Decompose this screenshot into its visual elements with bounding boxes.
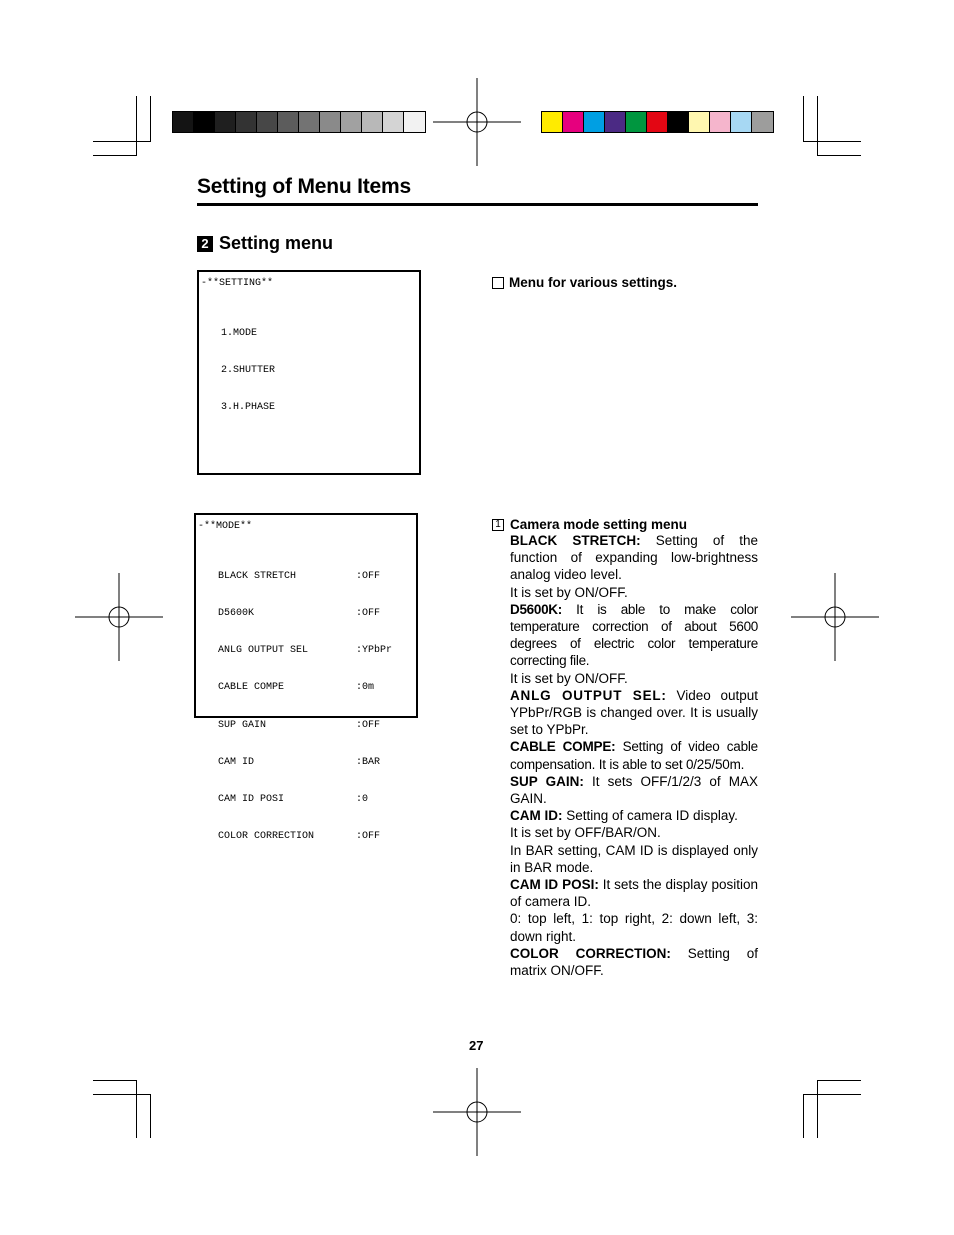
menu-row — [218, 608, 392, 620]
calibration-swatch — [689, 112, 710, 132]
color-correction-desc — [510, 945, 758, 979]
menu-key: CABLE COMPE — [218, 682, 285, 694]
color-calibration-bar — [541, 111, 774, 133]
anlg-output-text: Video output YPbPr/RGB is changed over. It is usually set to YPbPr. — [510, 687, 758, 738]
camera-mode-title: Camera mode setting menu — [510, 517, 688, 532]
page-number: 27 — [469, 1038, 484, 1053]
cam-id-set: It is set by OFF/BAR/ON. — [510, 825, 661, 841]
cam-id-desc — [510, 807, 758, 824]
page-title: Setting of Menu Items — [197, 175, 411, 198]
calibration-swatch — [710, 112, 731, 132]
menu-key: SUP GAIN — [218, 719, 267, 731]
note-text: Menu for various settings. — [509, 275, 678, 290]
menu-value: :OFF — [356, 570, 381, 582]
black-stretch-label: BLACK STRETCH: — [510, 533, 641, 548]
calibration-swatch — [194, 112, 215, 132]
d5600k-text: It is able to make color temperature correction of about 5600 degrees of electric color temperature correcting file. — [510, 601, 758, 669]
calibration-swatch — [626, 112, 647, 132]
setting-menu-screen — [197, 270, 421, 475]
screen-header: -**SETTING** — [201, 278, 274, 289]
calibration-swatch — [257, 112, 278, 132]
mode-menu-screen — [194, 513, 418, 843]
menu-row — [218, 831, 392, 843]
d5600k-label: D5600K: — [510, 601, 562, 617]
menu-item-shutter: 2.SHUTTER — [221, 365, 276, 377]
note-box-icon — [492, 277, 504, 289]
anlg-output-desc — [510, 687, 758, 739]
cable-compe-desc — [510, 738, 758, 772]
menu-value: :OFF — [356, 719, 381, 731]
menu-row — [218, 682, 392, 694]
menu-row — [218, 757, 392, 769]
section-heading — [197, 233, 333, 254]
color-correction-label: COLOR CORRECTION: — [510, 945, 671, 961]
grayscale-calibration-bar — [172, 111, 426, 133]
calibration-swatch — [320, 112, 341, 132]
menu-row — [218, 720, 392, 732]
menu-item-mode: 1.MODE — [221, 327, 258, 339]
sup-gain-desc — [510, 773, 758, 807]
setting-menu-note — [492, 275, 677, 290]
menu-key: COLOR CORRECTION — [218, 831, 315, 843]
cam-id-posi-values: 0: top left, 1: top right, 2: down left, 3: down right. — [510, 911, 758, 944]
calibration-swatch — [341, 112, 362, 132]
camera-mode-description — [492, 517, 758, 979]
registration-mark-left — [75, 573, 163, 661]
black-stretch-text: Setting of the function of expanding low-brightness analog video level. — [510, 533, 758, 583]
menu-value: :0m — [356, 682, 375, 694]
calibration-swatch — [362, 112, 383, 132]
calibration-swatch — [752, 112, 773, 132]
calibration-swatch — [647, 112, 668, 132]
camera-mode-heading — [492, 517, 758, 532]
screen-header: -**MODE** — [198, 521, 253, 532]
sup-gain-label: SUP GAIN: — [510, 773, 584, 789]
calibration-swatch — [299, 112, 320, 132]
menu-value: :OFF — [356, 831, 381, 843]
calibration-swatch — [404, 112, 425, 132]
menu-value: :BAR — [356, 756, 381, 768]
menu-key: BLACK STRETCH — [218, 570, 297, 582]
menu-key: D5600K — [218, 608, 255, 620]
calibration-swatch — [173, 112, 194, 132]
menu-row — [218, 571, 392, 583]
registration-mark-top — [433, 78, 521, 166]
sup-gain-text: It sets OFF/1/2/3 of MAX GAIN. — [510, 773, 759, 807]
black-stretch-desc — [510, 532, 758, 584]
calibration-swatch — [215, 112, 236, 132]
calibration-swatch — [605, 112, 626, 132]
menu-value: :0 — [356, 794, 369, 806]
d5600k-desc — [510, 601, 758, 670]
menu-item-h-phase: 3.H.PHASE — [221, 402, 276, 414]
menu-row — [218, 645, 392, 657]
cam-id-bar: In BAR setting, CAM ID is displayed only in BAR mode. — [510, 842, 758, 875]
calibration-swatch — [236, 112, 257, 132]
cable-compe-label: CABLE COMPE: — [510, 739, 616, 755]
calibration-swatch — [584, 112, 605, 132]
registration-mark-bottom — [433, 1068, 521, 1156]
section-number: 2 — [197, 236, 213, 252]
menu-key: ANLG OUTPUT SEL — [218, 645, 309, 657]
cam-id-posi-text: It sets the display position of camera ID. — [510, 877, 758, 910]
cable-compe-text: Setting of video cable compensation. It is able to set 0/25/50m. — [510, 739, 758, 772]
registration-mark-right — [791, 573, 879, 661]
menu-row — [218, 794, 392, 806]
cam-id-posi-desc — [510, 876, 758, 910]
color-correction-text: Setting of matrix ON/OFF. — [510, 945, 758, 979]
title-rule — [197, 203, 758, 206]
calibration-swatch — [563, 112, 584, 132]
anlg-output-label: ANLG OUTPUT SEL: — [510, 687, 667, 703]
calibration-swatch — [383, 112, 404, 132]
cam-id-label: CAM ID: — [510, 808, 563, 824]
menu-key: CAM ID — [218, 756, 255, 768]
calibration-swatch — [542, 112, 563, 132]
black-stretch-set: It is set by ON/OFF. — [510, 584, 628, 600]
section-title: Setting menu — [219, 233, 334, 253]
item-number: 1 — [492, 519, 504, 531]
cam-id-posi-label: CAM ID POSI: — [510, 877, 599, 893]
d5600k-set: It is set by ON/OFF. — [510, 670, 628, 686]
calibration-swatch — [668, 112, 689, 132]
menu-key: CAM ID POSI — [218, 794, 285, 806]
menu-value: :YPbPr — [356, 645, 393, 657]
menu-value: :OFF — [356, 608, 381, 620]
cam-id-text: Setting of camera ID display. — [562, 808, 738, 824]
calibration-swatch — [731, 112, 752, 132]
calibration-swatch — [278, 112, 299, 132]
